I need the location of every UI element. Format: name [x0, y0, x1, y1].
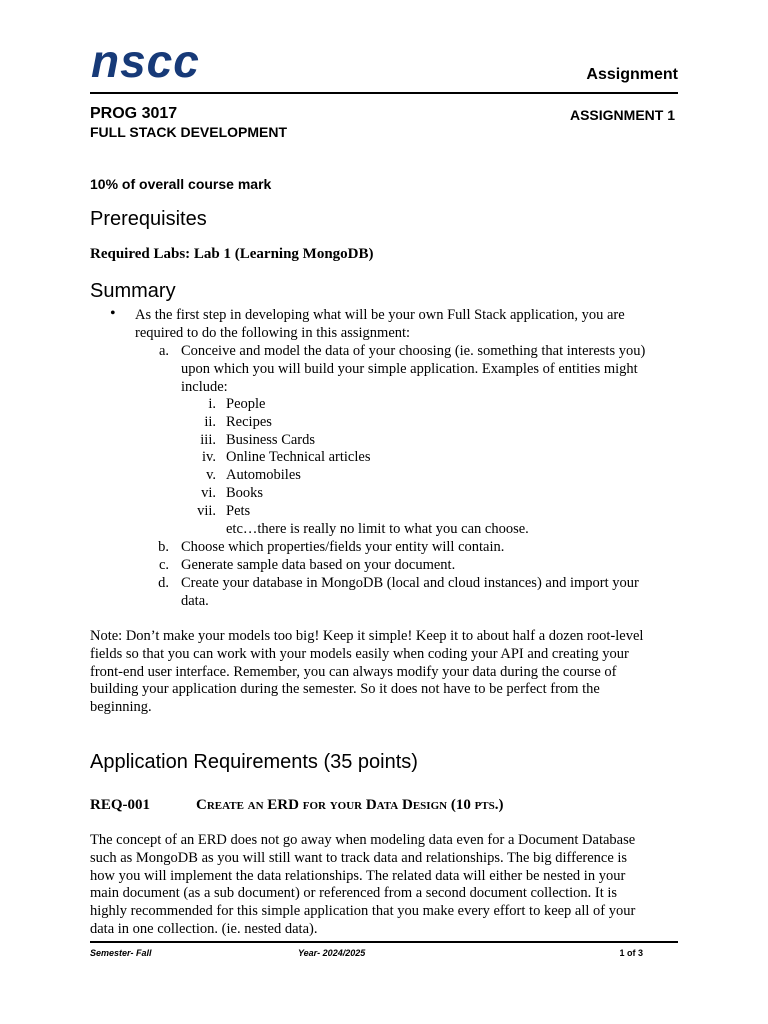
list-marker-b: b.: [158, 539, 169, 555]
footer-year: Year- 2024/2025: [298, 948, 366, 958]
course-weight: 10% of overall course mark: [90, 176, 272, 192]
list-item-c: Generate sample data based on your document.: [181, 557, 456, 573]
footer-semester: Semester- Fall: [90, 948, 152, 958]
list-item-a: Conceive and model the data of your choosing (ie. something that interests you) upon which you will build your simple application. Examples of entities might include:: [181, 343, 646, 395]
list-item-d: Create your database in MongoDB (local and cloud instances) and import your data.: [181, 575, 639, 609]
list-item: vi. Books: [201, 484, 264, 501]
course-code: PROG 3017: [90, 105, 178, 122]
examples-list: [180, 396, 370, 521]
footer-rule: [90, 941, 678, 943]
logo-text: nscc: [91, 40, 200, 86]
nscc-logo: [91, 40, 231, 86]
document-type: Assignment: [586, 66, 678, 83]
list-item-b: Choose which properties/fields your entity will contain.: [181, 539, 505, 555]
required-labs: Required Labs: Lab 1 (Learning MongoDB): [90, 246, 374, 262]
list-item: i. People: [208, 396, 266, 412]
summary-heading: Summary: [90, 280, 176, 302]
list-item: v. Automobiles: [206, 467, 301, 484]
footer-page-number: 1 of 3: [619, 948, 643, 958]
prerequisites-heading: Prerequisites: [90, 208, 207, 230]
list-item: iv. Online Technical articles: [202, 449, 371, 466]
list-item: ii. Recipes: [204, 413, 272, 430]
course-name: FULL STACK DEVELOPMENT: [90, 124, 288, 140]
req-001-paragraph: The concept of an ERD does not go away when modeling data even for a Document Database such as MongoDB as you will still want to track data and relationships. The big difference is how you will implement the data relationships. The related data will either be nested in your main document (as a sub document) or referenced from a second document collection. It is highly recommended for this simple application that you make every effort to keep all of your data in one collection. (ie. nested data).: [90, 832, 636, 937]
list-marker-d: d.: [158, 575, 169, 591]
list-marker-c: c.: [158, 557, 169, 573]
note-paragraph: Note: Don’t make your models too big! Keep it simple! Keep it to about half a dozen root-level fields so that you can work with your models easily when coding your API and creating your front-end user interface. Remember, you can always modify your data during the course of building your application during the semester. So it does not have to be perfect from the beginning.: [90, 628, 644, 716]
summary-intro: As the first step in developing what will be your own Full Stack application, you are required to do the following in this assignment:: [135, 307, 625, 341]
header-rule: [90, 92, 678, 94]
req-001-title: Create an ERD for your Data Design (10 pts.): [196, 797, 504, 813]
list-item: vii. Pets: [197, 502, 251, 519]
list-marker-a: a.: [158, 343, 169, 359]
requirements-heading: Application Requirements (35 points): [90, 751, 418, 773]
bullet-icon: •: [110, 305, 116, 322]
req-001-code: REQ-001: [90, 797, 150, 813]
etc-line: etc…there is really no limit to what you can choose.: [226, 521, 529, 537]
list-item: iii. Business Cards: [200, 431, 316, 448]
assignment-number: ASSIGNMENT 1: [569, 107, 675, 123]
